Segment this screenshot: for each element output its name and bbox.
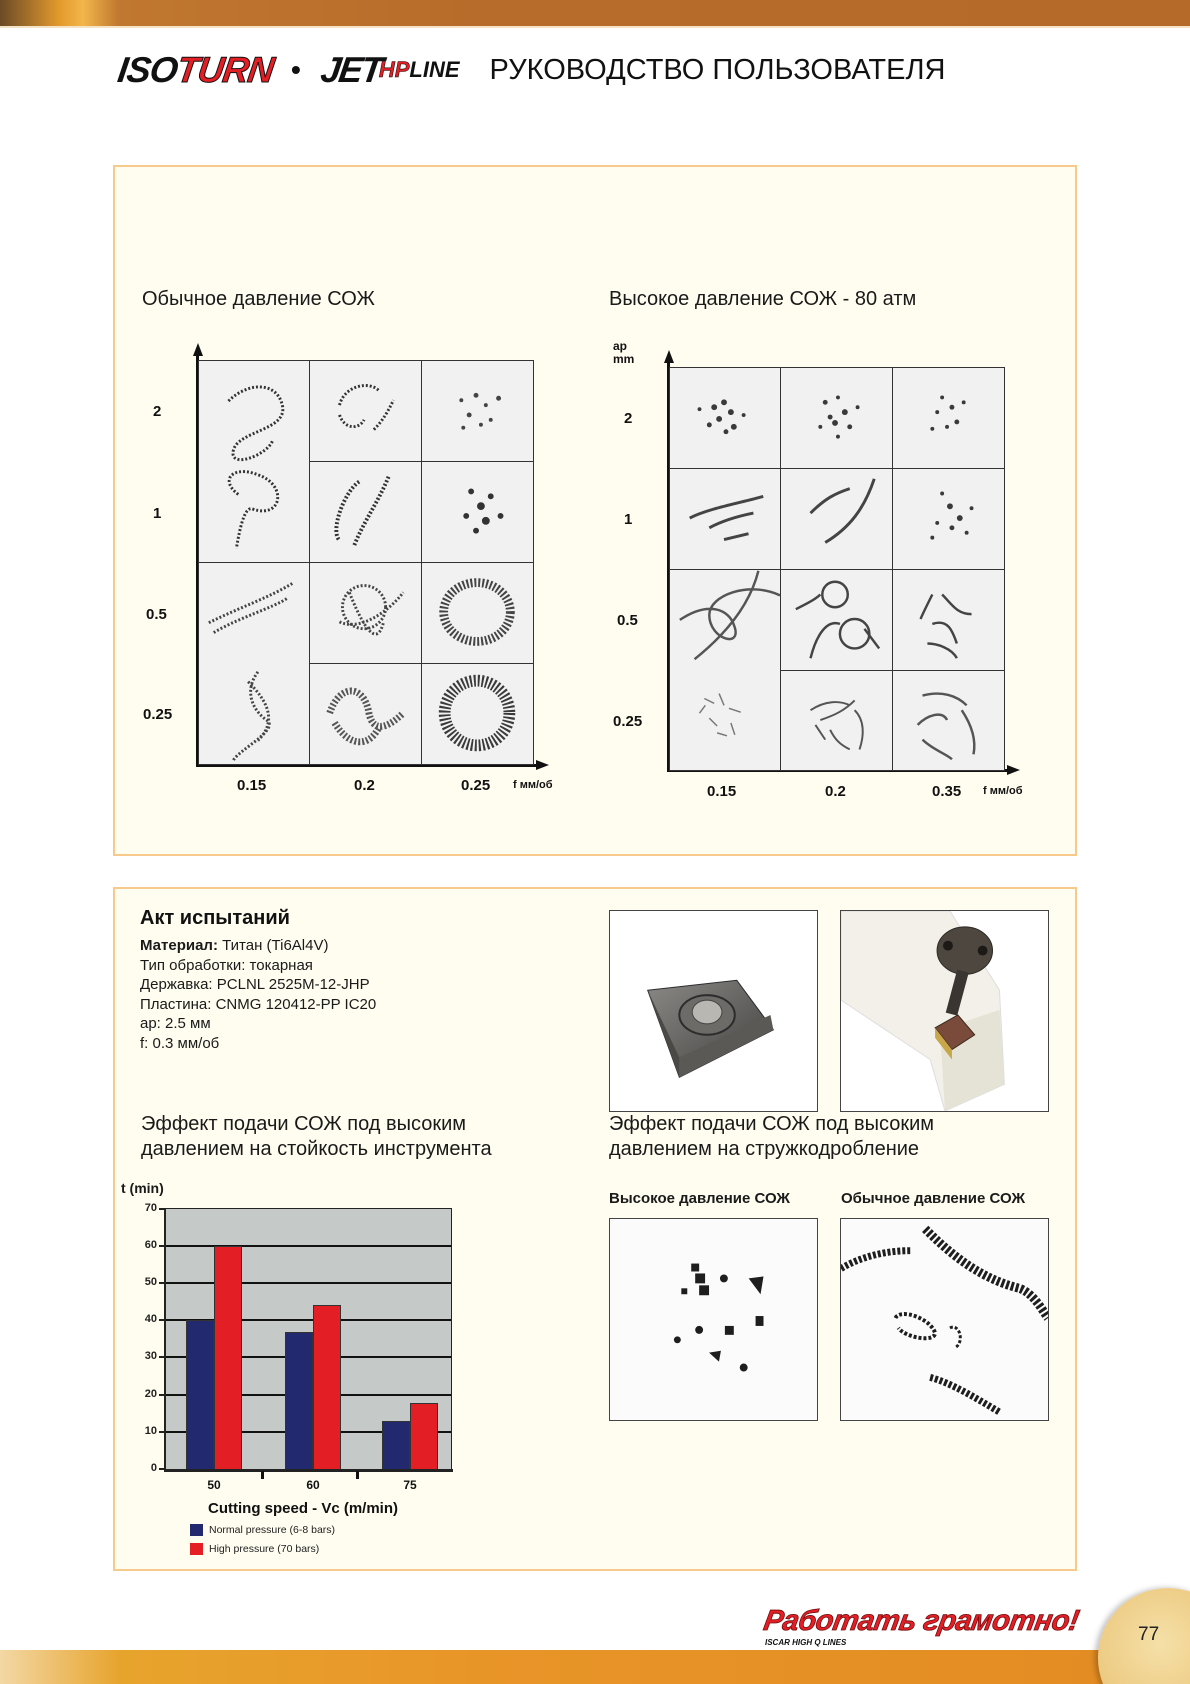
- chip-cell-high-r3-c2: [780, 569, 893, 671]
- chip-cell-high-r2-c1: [669, 468, 781, 570]
- jethpline-logo: JET: [318, 49, 384, 90]
- x-unit: f мм/об: [513, 779, 553, 791]
- chip-cell-normal-r1-c1: [198, 360, 310, 563]
- chip-cell-normal-r2-c3: [421, 461, 534, 564]
- x-label: 0.2: [825, 783, 846, 800]
- normal-pressure-label: Обычное давление СОЖ: [841, 1190, 1026, 1207]
- y-label: 0.5: [617, 612, 638, 629]
- x-category: 60: [306, 1478, 320, 1492]
- chip-breaking-title: Эффект подачи СОЖ под высоким давлением на стружкодробление: [609, 1113, 935, 1160]
- chip-cell-high-r3-c1: [669, 569, 781, 771]
- report-line: Пластина: CNMG 120412-PP IC20: [140, 995, 377, 1013]
- isoturn-logo: ISOTURN: [115, 49, 276, 90]
- jethpline-logo-line: LINE: [409, 57, 460, 82]
- report-line: Тип обработки: токарная: [140, 956, 313, 974]
- y-label: 1: [153, 505, 162, 522]
- bar-high-50: [214, 1246, 242, 1470]
- bar-high-75: [410, 1403, 438, 1470]
- y-tick-label: 20: [144, 1388, 157, 1400]
- x-label: 0.15: [237, 777, 267, 794]
- chart-y-axis-title: t (min): [121, 1180, 164, 1196]
- page-title: РУКОВОДСТВО ПОЛЬЗОВАТЕЛЯ: [489, 53, 946, 86]
- y-tick-label: 70: [144, 1202, 157, 1214]
- legend-swatch-high: [190, 1543, 203, 1555]
- y-tick-label: 50: [144, 1276, 157, 1288]
- chip-cell-normal-r3-c3: [421, 562, 534, 664]
- y-tick-label: 10: [144, 1425, 157, 1437]
- y-tick-label: 30: [144, 1350, 157, 1362]
- x-category: 50: [207, 1478, 221, 1492]
- y-tick-label: 0: [150, 1462, 157, 1474]
- footer-brand-line: ISCAR HIGH Q LINES: [765, 1638, 847, 1647]
- chip-cell-normal-r3-c1: [198, 562, 310, 765]
- report-details: [140, 936, 376, 1053]
- chip-cell-normal-r1-c2: [309, 360, 422, 462]
- legend-swatch-normal: [190, 1524, 203, 1536]
- y-label: 2: [153, 403, 162, 420]
- y-label: 0.25: [613, 713, 643, 730]
- y-tick: [159, 1468, 164, 1470]
- chart-x-axis: [164, 1469, 453, 1472]
- chip-cell-high-r3-c3: [892, 569, 1005, 671]
- chip-cell-normal-r1-c3: [421, 360, 534, 462]
- logo-separator: •: [291, 54, 301, 85]
- legend-normal: Normal pressure (6-8 bars): [190, 1524, 335, 1536]
- bar-high-60: [313, 1305, 341, 1470]
- chip-cell-high-r1-c2: [780, 367, 893, 469]
- tool-life-title: Эффект подачи СОЖ под высоким давлением на стойкость инструмента: [141, 1113, 492, 1160]
- chart-x-axis-title: Cutting speed - Vc (m/min): [208, 1500, 399, 1517]
- report-title: Акт испытаний: [140, 907, 290, 929]
- y-label: 1: [624, 511, 633, 528]
- top-decorative-band: [0, 0, 1190, 26]
- y-tick: [159, 1282, 164, 1284]
- chip-cell-high-r4-c2: [780, 670, 893, 771]
- bar-normal-60: [285, 1332, 313, 1470]
- x-unit: f мм/об: [983, 785, 1023, 797]
- jethpline-logo-hp: HP: [378, 57, 410, 82]
- bar-normal-50: [186, 1320, 214, 1470]
- gridline: [166, 1282, 451, 1284]
- x-axis-arrow-icon: [1007, 765, 1020, 775]
- chips-normal-pressure-photo: [840, 1218, 1049, 1421]
- footer-decorative-band: [0, 1650, 1190, 1684]
- chip-cell-normal-r3-c2: [309, 562, 422, 664]
- report-line: f: 0.3 мм/об: [140, 1034, 220, 1052]
- x-label: 0.15: [707, 783, 737, 800]
- chips-high-pressure-photo: [609, 1218, 818, 1421]
- chart-plot-area: [166, 1208, 452, 1470]
- chip-chart-high-title: Высокое давление СОЖ - 80 атм: [609, 288, 917, 310]
- x-category: 75: [403, 1478, 417, 1492]
- x-label: 0.2: [354, 777, 375, 794]
- y-unit: ap mm: [613, 339, 635, 366]
- chart-y-axis: [164, 1208, 166, 1472]
- y-tick: [159, 1394, 164, 1396]
- chip-cell-high-r2-c3: [892, 468, 1005, 570]
- y-tick: [159, 1208, 164, 1210]
- high-pressure-label: Высокое давление СОЖ: [609, 1190, 790, 1207]
- y-label: 2: [624, 410, 633, 427]
- x-tick: [356, 1471, 359, 1479]
- page-number: 77: [1138, 1624, 1160, 1645]
- gridline: [166, 1245, 451, 1247]
- report-line: ap: 2.5 мм: [140, 1015, 211, 1032]
- x-tick: [261, 1471, 264, 1479]
- x-axis-arrow-icon: [536, 760, 549, 770]
- y-tick: [159, 1245, 164, 1247]
- y-label: 0.5: [146, 606, 167, 623]
- report-material: Материал: Титан (Ti6Al4V): [140, 937, 329, 954]
- y-tick: [159, 1431, 164, 1433]
- y-tick-label: 60: [144, 1239, 157, 1251]
- y-tick: [159, 1356, 164, 1358]
- y-tick: [159, 1319, 164, 1321]
- chip-cell-high-r2-c2: [780, 468, 893, 570]
- chip-cell-high-r1-c3: [892, 367, 1005, 469]
- legend-high: High pressure (70 bars): [190, 1543, 319, 1555]
- x-label: 0.25: [461, 777, 491, 794]
- chip-cell-normal-r4-c2: [309, 663, 422, 765]
- page-header: [115, 49, 946, 90]
- report-line: Державка: PCLNL 2525M-12-JHP: [140, 976, 370, 993]
- y-tick-label: 40: [144, 1313, 157, 1325]
- insert-photo: [609, 910, 818, 1112]
- chip-cell-normal-r4-c3: [421, 663, 534, 765]
- chip-cell-high-r1-c1: [669, 367, 781, 469]
- chip-cell-high-r4-c3: [892, 670, 1005, 771]
- holder-photo: [840, 910, 1049, 1112]
- bar-normal-75: [382, 1421, 410, 1470]
- footer-slogan: Работать грамотно!: [761, 1605, 1082, 1637]
- y-label: 0.25: [143, 706, 173, 723]
- chip-cell-normal-r2-c2: [309, 461, 422, 564]
- chip-chart-normal-title: Обычное давление СОЖ: [142, 288, 375, 310]
- x-label: 0.35: [932, 783, 962, 800]
- top-band-divider: [0, 26, 1190, 28]
